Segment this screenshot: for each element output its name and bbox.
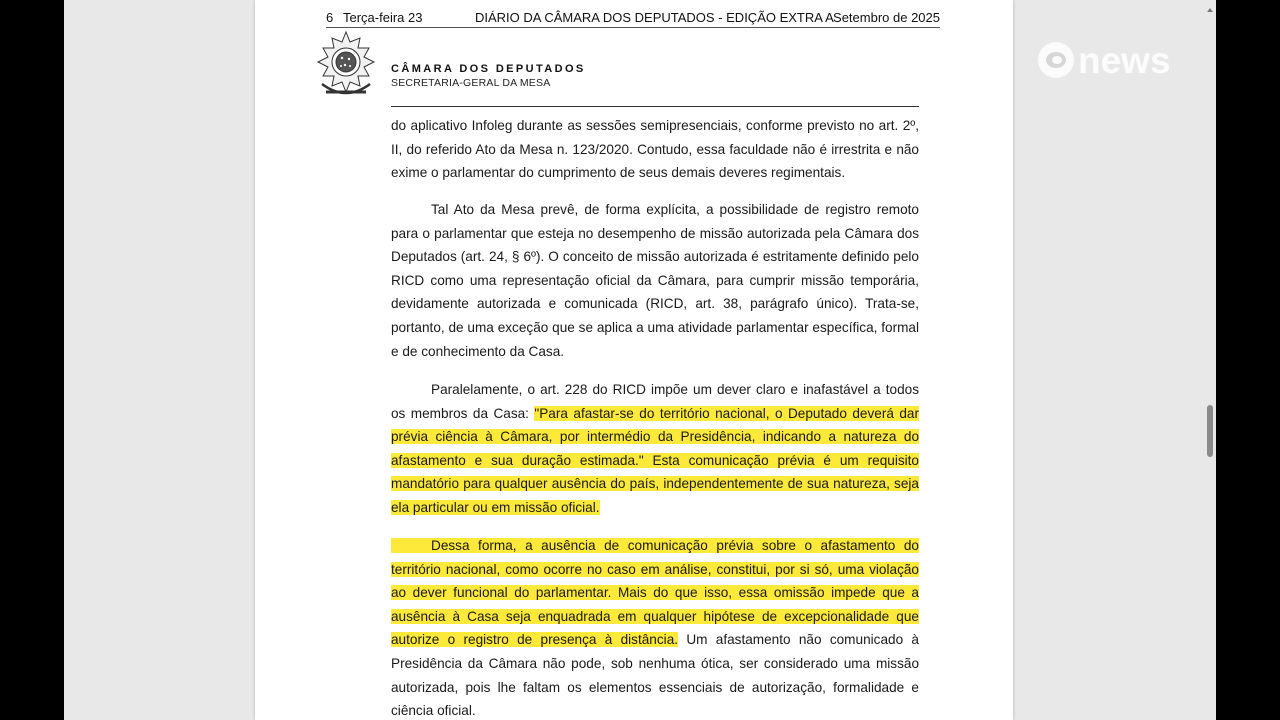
- logo-text: news: [1078, 40, 1171, 81]
- highlighted-text: [391, 538, 919, 647]
- header-day: Terça-feira 23: [343, 10, 423, 25]
- paragraph-text: Paralelamente, o art. 228 do RICD impõe um dever claro e inafastável a todos os membros da Casa:: [391, 382, 919, 421]
- header-divider: [391, 106, 919, 107]
- publication-title: DIÁRIO DA CÂMARA DOS DEPUTADOS - EDIÇÃO EXTRA A: [475, 10, 834, 25]
- pdf-viewer: [64, 0, 1216, 720]
- paragraph-text: Um afastamento não comunicado à Presidência da Câmara não pode, sob nenhuma ótica, ser considerado uma missão autorizada, pois lhe faltam os elementos essenciais de autorização, formalidade e ciência oficial.: [391, 632, 919, 719]
- page-number: 6: [326, 10, 334, 25]
- running-header: [326, 8, 940, 28]
- paragraph-text: Tal Ato da Mesa prevê, de forma explícita, a possibilidade de registro remoto para o parlamentar que esteja no desempenho de missão autorizada pela Câmara dos Deputados (art. 24, § 6º). O conceito de missão autorizada é estritamente definido pelo RICD como uma representação oficial da Câmara, para cumprir missão temporária, devidamente autorizada e comunicada (RICD, art. 38, parágrafo único). Trata-se, portanto, de uma exceção que se aplica a uma atividade parlamentar específica, formal e de conhecimento da Casa.: [391, 202, 919, 359]
- header-date: Setembro de 2025: [833, 10, 940, 25]
- paragraph: [391, 534, 919, 720]
- paragraph: [391, 198, 919, 363]
- paragraph: [391, 114, 919, 185]
- scrollbar-thumb[interactable]: [1207, 405, 1213, 457]
- scrollbar-track[interactable]: [1205, 8, 1214, 720]
- scroll-up-arrow-icon[interactable]: [1206, 6, 1214, 14]
- highlighted-text-content: Dessa forma, a ausência de comunicação prévia sobre o afastamento do território nacional, como ocorre no caso em análise, constitui, por si só, uma violação ao dever funcional do parlamentar. Mais do que isso, essa omissão impede que a ausência à Casa seja enquadrada em qualquer hipótese de excepcionalidade que autorize o registro de presença à distância.: [391, 538, 919, 648]
- highlighted-text: "Para afastar-se do território nacional, o Deputado deverá dar prévia ciência à Câmara, por intermédio da Presidência, indicando a natureza do afastamento e sua duração estimada." Esta comunicação prévia é um requisito mandatório para qualquer ausência do país, independentemente de sua natureza, seja ela particular ou em missão oficial.: [391, 405, 920, 515]
- globo-circle-icon: [1038, 42, 1074, 78]
- department-name: SECRETARIA-GERAL DA MESA: [391, 77, 551, 89]
- institution-name: CÂMARA DOS DEPUTADOS: [391, 63, 586, 75]
- document-page: [255, 0, 1013, 720]
- coat-of-arms-icon: [312, 28, 380, 102]
- paragraph-text: do aplicativo Infoleg durante as sessões semipresenciais, conforme previsto no art. 2º, II, do referido Ato da Mesa n. 123/2020. Contudo, essa faculdade não é irrestrita e não exime o parlamentar do cumprimento de seus demais deveres regimentais.: [391, 118, 919, 181]
- broadcaster-logo: [1034, 36, 1198, 84]
- paragraph: [391, 378, 919, 520]
